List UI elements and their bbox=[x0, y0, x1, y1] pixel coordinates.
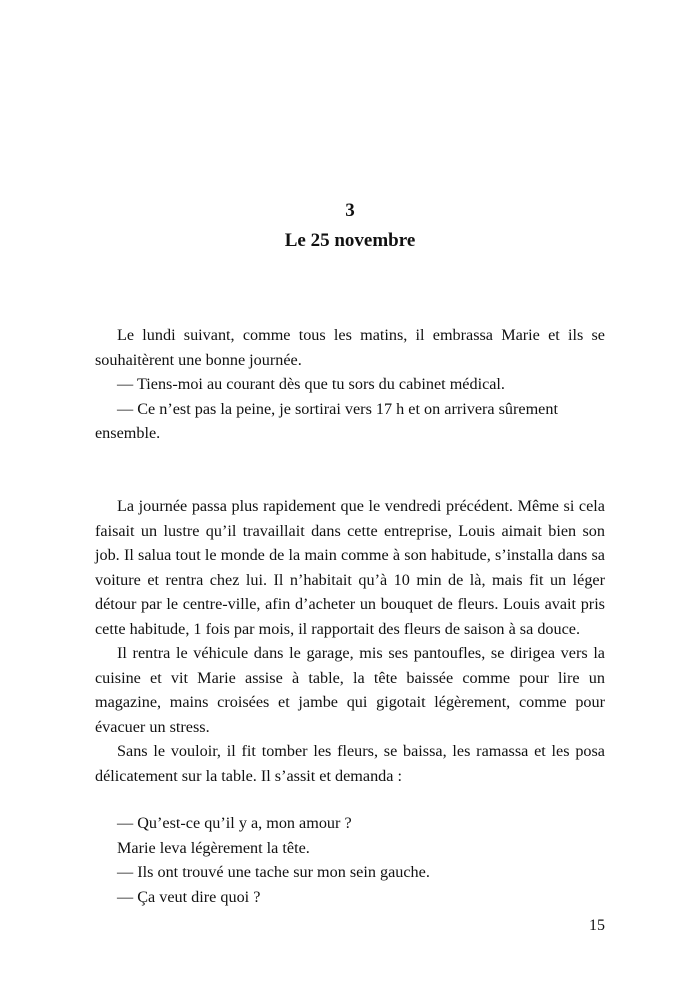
dialogue-line: — Ça veut dire quoi ? bbox=[117, 887, 261, 906]
dialogue-line: — Ils ont trouvé une tache sur mon sein gauche. bbox=[117, 863, 430, 881]
paragraph: Sans le vouloir, il fit tomber les fleurs, se baissa, les ramassa et les posa délicatement sur la table. Il s’assit et demanda : bbox=[95, 742, 605, 785]
paragraph: Il rentra le véhicule dans le garage, mis ses pantoufles, se dirigea vers la cuisine et vit Marie assise à table, la tête baissée comme pour lire un magazine, mains croisées et jambe qui gigotait légèrement, comme pour évacuer un stress. bbox=[95, 644, 605, 736]
chapter-title: Le 25 novembre bbox=[284, 230, 416, 251]
paragraph: La journée passa plus rapidement que le vendredi précédent. Même si cela faisait un lustre qu’il travaillait dans cette entreprise, Louis aimait bien son job. Il salua tout le monde de la main comme à son habitude, s’installa dans sa voiture et rentra chez lui. Il n’habitait qu’à 10 min de là, mais fit un léger détour par le centre-ville, afin d’acheter un bouquet de fleurs. Louis avait pris cette habitude, 1 fois par mois, il rapportait des fleurs de saison à sa douce. bbox=[95, 497, 605, 638]
dialogue-line: — Ce n’est pas la peine, je sortirai vers 17 h et on arrivera sûrement ensemble. bbox=[95, 399, 558, 442]
dialogue-line: — Qu’est-ce qu’il y a, mon amour ? bbox=[117, 814, 352, 832]
chapter-number: 3 bbox=[345, 200, 355, 221]
text-block-dialogue bbox=[95, 811, 605, 909]
dialogue-line: — Tiens-moi au courant dès que tu sors du cabinet médical. bbox=[117, 375, 505, 393]
page-number: 15 bbox=[589, 917, 605, 934]
paragraph: Le lundi suivant, comme tous les matins, il embrassa Marie et ils se souhaitèrent une bonne journée. bbox=[95, 326, 605, 369]
text-block-opening bbox=[95, 323, 605, 446]
paragraph: Marie leva légèrement la tête. bbox=[117, 838, 310, 857]
text-block-narrative bbox=[95, 494, 605, 788]
